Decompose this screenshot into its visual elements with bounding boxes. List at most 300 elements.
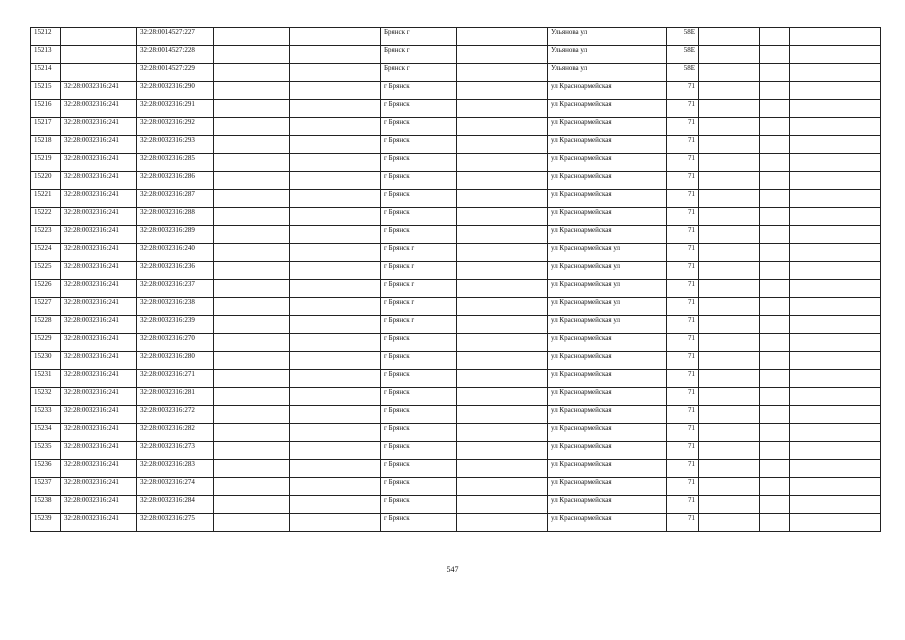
cell-col-5 xyxy=(290,208,381,226)
cell-col-4 xyxy=(214,226,290,244)
cell-house-number: 71 xyxy=(667,406,699,424)
cell-parent-cadastral-number: 32:28:0032316:241 xyxy=(61,262,137,280)
cell-col-12 xyxy=(790,496,881,514)
cell-col-5 xyxy=(290,352,381,370)
cell-col-12 xyxy=(790,334,881,352)
cell-col-4 xyxy=(214,172,290,190)
cell-col-7 xyxy=(457,316,548,334)
table-row xyxy=(31,280,881,298)
cell-col-5 xyxy=(290,28,381,46)
table-row xyxy=(31,100,881,118)
table-row xyxy=(31,208,881,226)
cell-house-number: 71 xyxy=(667,352,699,370)
registry-table-body xyxy=(31,28,881,532)
cell-cadastral-number: 32:28:0032316:236 xyxy=(137,262,214,280)
cell-row-number: 15236 xyxy=(31,460,61,478)
table-row xyxy=(31,82,881,100)
cell-col-11 xyxy=(760,190,790,208)
cell-col-12 xyxy=(790,352,881,370)
cell-cadastral-number: 32:28:0014527:228 xyxy=(137,46,214,64)
table-row xyxy=(31,442,881,460)
cell-locality: г Брянск xyxy=(381,334,457,352)
cell-cadastral-number: 32:28:0032316:237 xyxy=(137,280,214,298)
cell-row-number: 15212 xyxy=(31,28,61,46)
cell-street: ул Красноармейская ул xyxy=(548,262,667,280)
cell-house-number: 71 xyxy=(667,190,699,208)
cell-house-number: 71 xyxy=(667,208,699,226)
cell-parent-cadastral-number xyxy=(61,64,137,82)
cell-col-5 xyxy=(290,244,381,262)
cell-cadastral-number: 32:28:0032316:239 xyxy=(137,316,214,334)
cell-house-number: 71 xyxy=(667,172,699,190)
cell-col-7 xyxy=(457,460,548,478)
cell-locality: г Брянск г xyxy=(381,262,457,280)
cell-locality: г Брянск xyxy=(381,118,457,136)
cell-col-11 xyxy=(760,262,790,280)
cell-locality: г Брянск г xyxy=(381,316,457,334)
cell-col-12 xyxy=(790,406,881,424)
cell-col-4 xyxy=(214,514,290,532)
cell-street: ул Красноармейская ул xyxy=(548,244,667,262)
cell-row-number: 15231 xyxy=(31,370,61,388)
cell-street: ул Красноармейская xyxy=(548,334,667,352)
cell-house-number: 71 xyxy=(667,280,699,298)
cell-col-11 xyxy=(760,118,790,136)
cell-cadastral-number: 32:28:0032316:273 xyxy=(137,442,214,460)
cell-parent-cadastral-number: 32:28:0032316:241 xyxy=(61,334,137,352)
cell-col-11 xyxy=(760,136,790,154)
cell-col-7 xyxy=(457,352,548,370)
cell-col-4 xyxy=(214,136,290,154)
cell-col-4 xyxy=(214,154,290,172)
cell-col-5 xyxy=(290,424,381,442)
cell-col-12 xyxy=(790,280,881,298)
cell-col-11 xyxy=(760,154,790,172)
cell-col-7 xyxy=(457,424,548,442)
cell-street: ул Красноармейская ул xyxy=(548,298,667,316)
cell-cadastral-number: 32:28:0032316:291 xyxy=(137,100,214,118)
cell-street: ул Красноармейская ул xyxy=(548,316,667,334)
cell-street: ул Красноармейская xyxy=(548,478,667,496)
cell-house-number: 71 xyxy=(667,514,699,532)
cell-house-number: 58Е xyxy=(667,46,699,64)
cell-col-7 xyxy=(457,244,548,262)
cell-cadastral-number: 32:28:0032316:282 xyxy=(137,424,214,442)
cell-street: ул Красноармейская xyxy=(548,460,667,478)
cell-street: ул Красноармейская xyxy=(548,352,667,370)
cell-col-12 xyxy=(790,154,881,172)
cell-house-number: 71 xyxy=(667,424,699,442)
cell-house-number: 71 xyxy=(667,370,699,388)
cell-cadastral-number: 32:28:0032316:289 xyxy=(137,226,214,244)
cell-locality: г Брянск xyxy=(381,352,457,370)
cell-parent-cadastral-number: 32:28:0032316:241 xyxy=(61,208,137,226)
cell-col-5 xyxy=(290,82,381,100)
cell-locality: г Брянск xyxy=(381,406,457,424)
cell-col-10 xyxy=(699,352,760,370)
cell-row-number: 15233 xyxy=(31,406,61,424)
cell-col-7 xyxy=(457,406,548,424)
cell-street: ул Красноармейская xyxy=(548,100,667,118)
cell-parent-cadastral-number: 32:28:0032316:241 xyxy=(61,280,137,298)
cell-col-10 xyxy=(699,334,760,352)
cell-house-number: 71 xyxy=(667,262,699,280)
cell-col-5 xyxy=(290,280,381,298)
cell-cadastral-number: 32:28:0032316:238 xyxy=(137,298,214,316)
cell-col-12 xyxy=(790,442,881,460)
cell-col-7 xyxy=(457,478,548,496)
table-row xyxy=(31,154,881,172)
cell-col-5 xyxy=(290,64,381,82)
cell-col-4 xyxy=(214,388,290,406)
cell-col-11 xyxy=(760,514,790,532)
table-row xyxy=(31,28,881,46)
table-row xyxy=(31,262,881,280)
cell-col-7 xyxy=(457,208,548,226)
cell-col-12 xyxy=(790,478,881,496)
cell-locality: г Брянск xyxy=(381,172,457,190)
cell-house-number: 71 xyxy=(667,334,699,352)
cell-house-number: 71 xyxy=(667,442,699,460)
cell-col-12 xyxy=(790,370,881,388)
cell-cadastral-number: 32:28:0014527:227 xyxy=(137,28,214,46)
table-row xyxy=(31,172,881,190)
cell-locality: г Брянск xyxy=(381,82,457,100)
cell-parent-cadastral-number: 32:28:0032316:241 xyxy=(61,172,137,190)
table-row xyxy=(31,352,881,370)
cell-col-5 xyxy=(290,496,381,514)
cell-col-11 xyxy=(760,226,790,244)
cell-row-number: 15228 xyxy=(31,316,61,334)
cell-col-7 xyxy=(457,154,548,172)
table-row xyxy=(31,316,881,334)
cell-col-4 xyxy=(214,316,290,334)
cell-locality: г Брянск xyxy=(381,388,457,406)
cell-col-10 xyxy=(699,460,760,478)
cell-row-number: 15229 xyxy=(31,334,61,352)
cell-col-10 xyxy=(699,388,760,406)
cell-street: ул Красноармейская xyxy=(548,424,667,442)
page-number: 547 xyxy=(446,565,459,574)
cell-locality: г Брянск xyxy=(381,478,457,496)
cell-col-4 xyxy=(214,460,290,478)
cell-street: ул Красноармейская xyxy=(548,496,667,514)
cell-col-11 xyxy=(760,208,790,226)
cell-cadastral-number: 32:28:0032316:274 xyxy=(137,478,214,496)
cell-parent-cadastral-number: 32:28:0032316:241 xyxy=(61,316,137,334)
cell-locality: г Брянск xyxy=(381,496,457,514)
cell-col-5 xyxy=(290,370,381,388)
cell-street: Ульянова ул xyxy=(548,46,667,64)
cell-col-12 xyxy=(790,46,881,64)
cell-col-10 xyxy=(699,46,760,64)
cell-col-11 xyxy=(760,28,790,46)
cell-row-number: 15239 xyxy=(31,514,61,532)
table-row xyxy=(31,334,881,352)
cell-col-5 xyxy=(290,136,381,154)
cell-col-5 xyxy=(290,298,381,316)
cell-col-10 xyxy=(699,262,760,280)
table-row xyxy=(31,424,881,442)
cell-row-number: 15223 xyxy=(31,226,61,244)
cell-cadastral-number: 32:28:0032316:271 xyxy=(137,370,214,388)
cell-house-number: 71 xyxy=(667,82,699,100)
cell-col-10 xyxy=(699,478,760,496)
cell-col-7 xyxy=(457,136,548,154)
cell-col-4 xyxy=(214,406,290,424)
cell-col-12 xyxy=(790,460,881,478)
cell-col-7 xyxy=(457,262,548,280)
cell-col-10 xyxy=(699,424,760,442)
cell-row-number: 15225 xyxy=(31,262,61,280)
cell-col-10 xyxy=(699,226,760,244)
cell-parent-cadastral-number: 32:28:0032316:241 xyxy=(61,244,137,262)
cell-parent-cadastral-number: 32:28:0032316:241 xyxy=(61,226,137,244)
cell-col-5 xyxy=(290,478,381,496)
cell-col-4 xyxy=(214,28,290,46)
cell-row-number: 15215 xyxy=(31,82,61,100)
cell-row-number: 15217 xyxy=(31,118,61,136)
cell-cadastral-number: 32:28:0032316:272 xyxy=(137,406,214,424)
cell-parent-cadastral-number: 32:28:0032316:241 xyxy=(61,388,137,406)
cell-col-7 xyxy=(457,334,548,352)
cell-col-4 xyxy=(214,352,290,370)
cell-col-10 xyxy=(699,208,760,226)
cell-locality: г Брянск xyxy=(381,460,457,478)
cell-col-10 xyxy=(699,298,760,316)
cell-col-11 xyxy=(760,352,790,370)
cell-cadastral-number: 32:28:0032316:280 xyxy=(137,352,214,370)
cell-col-10 xyxy=(699,496,760,514)
cell-col-7 xyxy=(457,118,548,136)
cell-cadastral-number: 32:28:0032316:287 xyxy=(137,190,214,208)
cell-col-12 xyxy=(790,82,881,100)
cell-locality: г Брянск xyxy=(381,154,457,172)
table-row xyxy=(31,460,881,478)
cell-col-4 xyxy=(214,280,290,298)
cell-house-number: 58Е xyxy=(667,64,699,82)
cell-row-number: 15237 xyxy=(31,478,61,496)
cell-col-11 xyxy=(760,280,790,298)
cell-street: ул Красноармейская xyxy=(548,406,667,424)
cell-col-10 xyxy=(699,28,760,46)
cell-col-4 xyxy=(214,262,290,280)
table-row xyxy=(31,118,881,136)
cell-col-7 xyxy=(457,442,548,460)
cell-col-10 xyxy=(699,172,760,190)
cell-street: ул Красноармейская xyxy=(548,172,667,190)
cell-parent-cadastral-number: 32:28:0032316:241 xyxy=(61,370,137,388)
cell-col-12 xyxy=(790,208,881,226)
cell-col-11 xyxy=(760,244,790,262)
cell-col-7 xyxy=(457,172,548,190)
cell-col-10 xyxy=(699,370,760,388)
cell-col-12 xyxy=(790,226,881,244)
cell-col-12 xyxy=(790,262,881,280)
cell-col-11 xyxy=(760,298,790,316)
cell-locality: Брянск г xyxy=(381,64,457,82)
cell-locality: г Брянск xyxy=(381,442,457,460)
cell-parent-cadastral-number: 32:28:0032316:241 xyxy=(61,352,137,370)
cell-street: ул Красноармейская xyxy=(548,118,667,136)
table-row xyxy=(31,514,881,532)
cell-house-number: 71 xyxy=(667,460,699,478)
cell-col-11 xyxy=(760,334,790,352)
table-row xyxy=(31,388,881,406)
cell-cadastral-number: 32:28:0032316:283 xyxy=(137,460,214,478)
cell-col-11 xyxy=(760,370,790,388)
cell-col-5 xyxy=(290,406,381,424)
cell-col-7 xyxy=(457,190,548,208)
cell-col-7 xyxy=(457,46,548,64)
cell-street: ул Красноармейская xyxy=(548,226,667,244)
cell-locality: г Брянск xyxy=(381,100,457,118)
cell-street: Ульянова ул xyxy=(548,28,667,46)
cell-parent-cadastral-number: 32:28:0032316:241 xyxy=(61,298,137,316)
cell-col-4 xyxy=(214,244,290,262)
cell-cadastral-number: 32:28:0032316:290 xyxy=(137,82,214,100)
cell-house-number: 71 xyxy=(667,316,699,334)
cell-col-5 xyxy=(290,460,381,478)
cell-row-number: 15230 xyxy=(31,352,61,370)
cell-col-12 xyxy=(790,172,881,190)
cell-cadastral-number: 32:28:0032316:286 xyxy=(137,172,214,190)
cell-cadastral-number: 32:28:0032316:292 xyxy=(137,118,214,136)
cell-col-10 xyxy=(699,514,760,532)
cell-cadastral-number: 32:28:0032316:270 xyxy=(137,334,214,352)
cell-col-7 xyxy=(457,514,548,532)
cell-col-11 xyxy=(760,388,790,406)
cell-col-7 xyxy=(457,496,548,514)
cell-locality: г Брянск xyxy=(381,226,457,244)
cell-col-5 xyxy=(290,388,381,406)
cell-locality: г Брянск xyxy=(381,514,457,532)
cell-col-12 xyxy=(790,388,881,406)
cell-col-5 xyxy=(290,334,381,352)
cell-street: ул Красноармейская xyxy=(548,208,667,226)
cell-col-10 xyxy=(699,100,760,118)
cell-col-12 xyxy=(790,64,881,82)
cell-cadastral-number: 32:28:0032316:285 xyxy=(137,154,214,172)
cell-house-number: 71 xyxy=(667,244,699,262)
cell-col-5 xyxy=(290,262,381,280)
table-row xyxy=(31,244,881,262)
cell-col-4 xyxy=(214,190,290,208)
cell-row-number: 15234 xyxy=(31,424,61,442)
cell-locality: г Брянск xyxy=(381,136,457,154)
cell-col-4 xyxy=(214,208,290,226)
cell-col-12 xyxy=(790,136,881,154)
cell-col-11 xyxy=(760,64,790,82)
cell-street: ул Красноармейская xyxy=(548,370,667,388)
cell-house-number: 71 xyxy=(667,100,699,118)
cell-col-7 xyxy=(457,64,548,82)
cell-cadastral-number: 32:28:0032316:293 xyxy=(137,136,214,154)
cell-col-12 xyxy=(790,190,881,208)
cell-col-10 xyxy=(699,190,760,208)
cell-row-number: 15226 xyxy=(31,280,61,298)
cell-street: ул Красноармейская xyxy=(548,136,667,154)
cell-col-10 xyxy=(699,118,760,136)
cell-col-12 xyxy=(790,514,881,532)
cell-col-5 xyxy=(290,442,381,460)
cell-col-12 xyxy=(790,424,881,442)
cell-col-5 xyxy=(290,46,381,64)
cell-row-number: 15224 xyxy=(31,244,61,262)
cell-col-4 xyxy=(214,46,290,64)
cell-col-4 xyxy=(214,424,290,442)
cell-col-4 xyxy=(214,100,290,118)
cell-parent-cadastral-number xyxy=(61,46,137,64)
cell-col-11 xyxy=(760,172,790,190)
cell-row-number: 15235 xyxy=(31,442,61,460)
cell-row-number: 15222 xyxy=(31,208,61,226)
table-row xyxy=(31,496,881,514)
cell-col-10 xyxy=(699,154,760,172)
cell-parent-cadastral-number: 32:28:0032316:241 xyxy=(61,190,137,208)
cell-col-7 xyxy=(457,298,548,316)
cell-locality: г Брянск г xyxy=(381,280,457,298)
cell-col-7 xyxy=(457,226,548,244)
cell-parent-cadastral-number: 32:28:0032316:241 xyxy=(61,496,137,514)
cell-col-7 xyxy=(457,280,548,298)
cell-locality: г Брянск xyxy=(381,190,457,208)
cell-col-7 xyxy=(457,100,548,118)
cell-col-12 xyxy=(790,316,881,334)
cell-row-number: 15220 xyxy=(31,172,61,190)
cell-row-number: 15232 xyxy=(31,388,61,406)
cell-col-4 xyxy=(214,496,290,514)
cell-house-number: 71 xyxy=(667,298,699,316)
table-row xyxy=(31,226,881,244)
cell-row-number: 15219 xyxy=(31,154,61,172)
cell-cadastral-number: 32:28:0032316:240 xyxy=(137,244,214,262)
cell-col-10 xyxy=(699,64,760,82)
cell-house-number: 71 xyxy=(667,118,699,136)
cell-col-4 xyxy=(214,118,290,136)
cell-col-10 xyxy=(699,136,760,154)
cell-row-number: 15213 xyxy=(31,46,61,64)
table-row xyxy=(31,136,881,154)
cell-col-11 xyxy=(760,460,790,478)
cell-cadastral-number: 32:28:0032316:281 xyxy=(137,388,214,406)
registry-table xyxy=(30,27,881,532)
cell-row-number: 15214 xyxy=(31,64,61,82)
cell-col-11 xyxy=(760,82,790,100)
cell-col-10 xyxy=(699,280,760,298)
cell-street: Ульянова ул xyxy=(548,64,667,82)
cell-col-11 xyxy=(760,442,790,460)
cell-row-number: 15216 xyxy=(31,100,61,118)
cell-col-11 xyxy=(760,424,790,442)
cell-col-7 xyxy=(457,370,548,388)
cell-col-12 xyxy=(790,298,881,316)
cell-col-4 xyxy=(214,82,290,100)
cell-parent-cadastral-number: 32:28:0032316:241 xyxy=(61,424,137,442)
cell-col-11 xyxy=(760,46,790,64)
cell-locality: г Брянск г xyxy=(381,244,457,262)
cell-col-10 xyxy=(699,316,760,334)
cell-street: ул Красноармейская xyxy=(548,514,667,532)
cell-col-4 xyxy=(214,478,290,496)
cell-col-12 xyxy=(790,244,881,262)
cell-locality: Брянск г xyxy=(381,46,457,64)
cell-col-11 xyxy=(760,316,790,334)
table-row xyxy=(31,46,881,64)
cell-col-5 xyxy=(290,190,381,208)
cell-col-11 xyxy=(760,100,790,118)
cell-locality: Брянск г xyxy=(381,28,457,46)
